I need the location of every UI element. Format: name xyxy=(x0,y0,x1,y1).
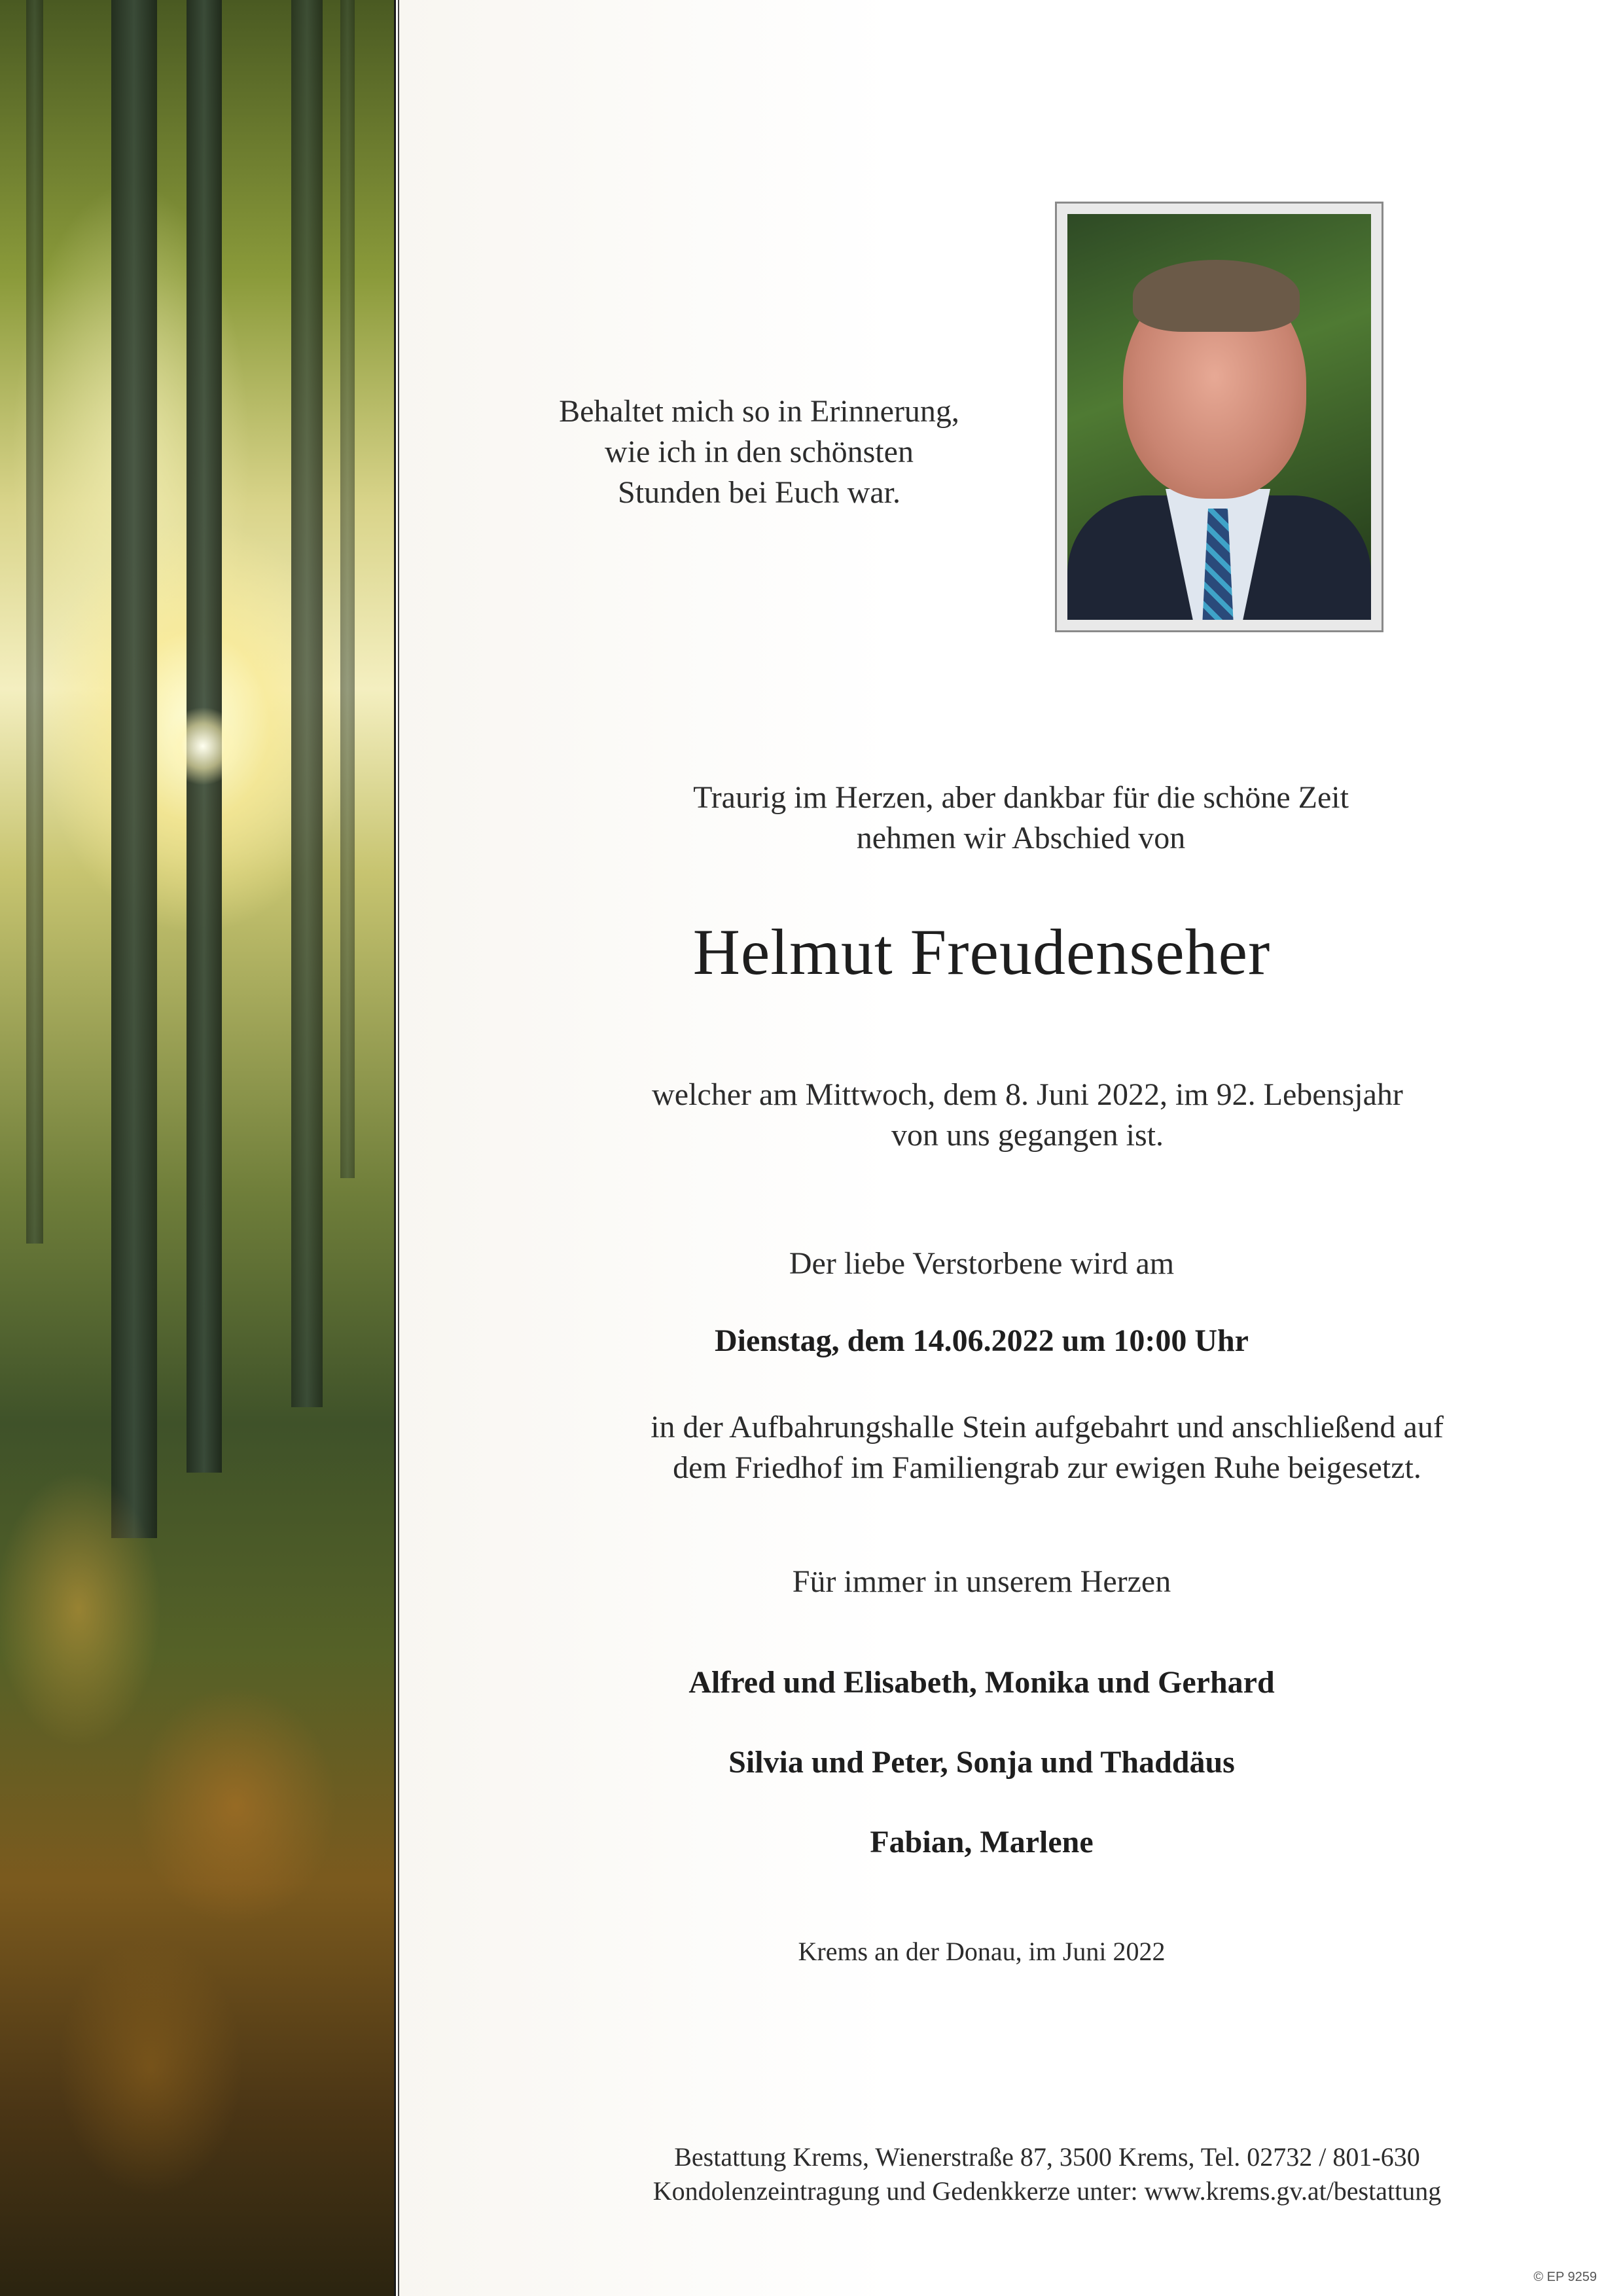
mourners-list xyxy=(563,1662,1400,1902)
forest-photo xyxy=(0,0,394,2296)
quote-line: Stunden bei Euch war. xyxy=(618,475,901,510)
mourner-family: Fabian, Marlene xyxy=(870,1825,1094,1859)
funeral-home-footer xyxy=(510,2140,1584,2208)
death-line: welcher am Mittwoch, dem 8. Juni 2022, im 92. Lebensjahr xyxy=(652,1077,1403,1112)
forest-undergrowth xyxy=(0,1412,394,2296)
memorial-quote xyxy=(510,391,1008,513)
tree-trunk xyxy=(340,0,355,1178)
funeral-date: Dienstag, dem 14.06.2022 um 10:00 Uhr xyxy=(715,1323,1249,1358)
quote-line: Behaltet mich so in Erinnerung, xyxy=(559,394,959,429)
intro-line: nehmen wir Abschied von xyxy=(856,821,1186,855)
print-code: © EP 9259 xyxy=(1533,2270,1597,2284)
mourner-family: Alfred und Elisabeth, Monika und Gerhard xyxy=(688,1665,1275,1700)
deceased-name: Helmut Freudenseher xyxy=(692,916,1271,988)
quote-line: wie ich in den schönsten xyxy=(605,435,914,469)
sun-glow xyxy=(164,707,242,785)
funeral-remark: Der liebe Verstorbene wird am xyxy=(789,1246,1175,1281)
place-and-date: Krems an der Donau, im Juni 2022 xyxy=(798,1937,1166,1966)
intro-line: Traurig im Herzen, aber dankbar für die schöne Zeit xyxy=(693,780,1349,815)
footer-line: Kondolenzeintragung und Gedenkkerze unter: www.krems.gv.at/bestattung xyxy=(652,2176,1442,2206)
tree-trunk xyxy=(111,0,157,1538)
portrait-frame xyxy=(1055,202,1383,632)
tree-trunk xyxy=(291,0,323,1407)
ceremony-line: dem Friedhof im Familiengrab zur ewigen Ruhe beigesetzt. xyxy=(673,1450,1421,1485)
ceremony-line: in der Aufbahrungshalle Stein aufgebahrt und anschließend auf xyxy=(651,1410,1444,1444)
mourner-family: Silvia und Peter, Sonja und Thaddäus xyxy=(728,1745,1235,1780)
ceremony-details xyxy=(510,1407,1584,1488)
portrait-photo xyxy=(1067,214,1371,620)
portrait-hair xyxy=(1133,260,1300,332)
tree-trunk xyxy=(26,0,43,1244)
photo-divider-line xyxy=(394,0,399,2296)
farewell-intro xyxy=(563,778,1479,859)
mourners-intro: Für immer in unserem Herzen xyxy=(792,1564,1171,1599)
death-line: von uns gegangen ist. xyxy=(891,1118,1164,1153)
death-notice xyxy=(517,1075,1538,1156)
footer-line: Bestattung Krems, Wienerstraße 87, 3500 Krems, Tel. 02732 / 801-630 xyxy=(674,2142,1420,2172)
